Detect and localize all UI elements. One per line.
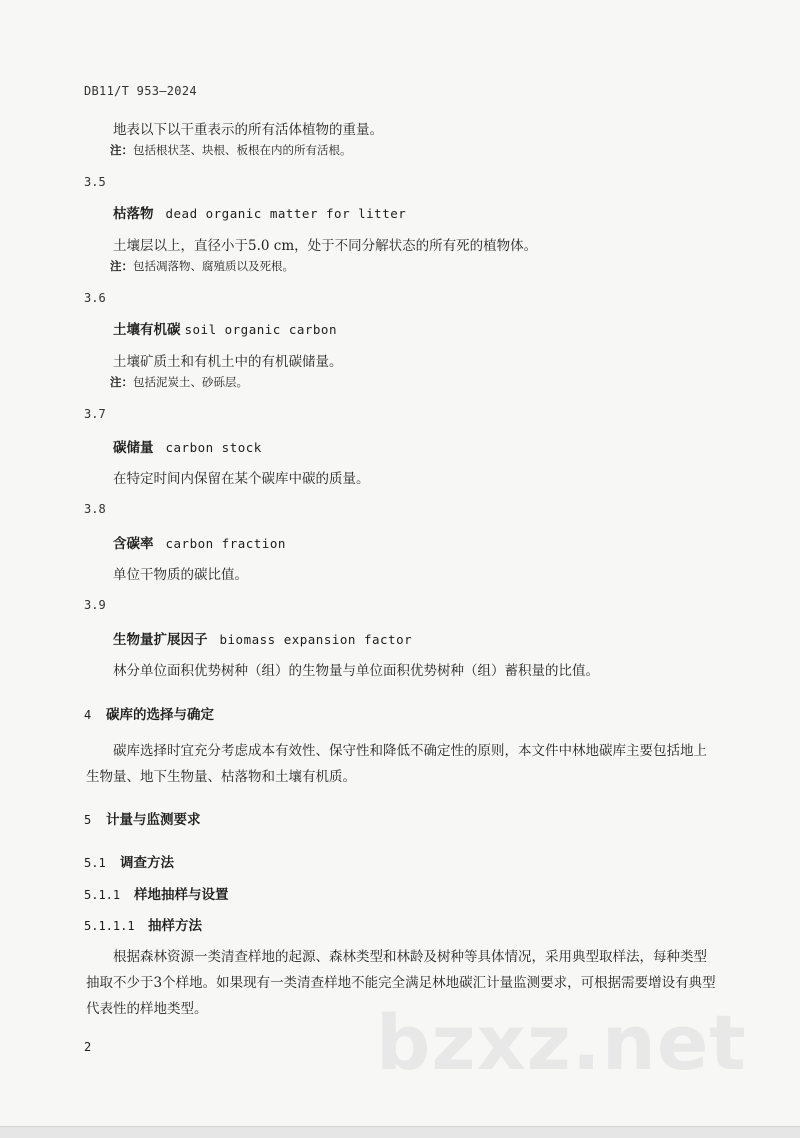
section-title: 样地抽样与设置	[134, 887, 229, 903]
term-heading	[113, 628, 412, 648]
section-title: 碳库的选择与确定	[106, 707, 214, 723]
section-heading	[84, 851, 174, 871]
section-number: 5.1.1	[84, 888, 121, 902]
section-number: 5.1	[84, 856, 106, 870]
note-text: 包括根状茎、块根、板根在内的所有活根。	[133, 143, 352, 157]
term-chinese: 生物量扩展因子	[113, 632, 208, 648]
note-label: 注：	[110, 143, 133, 157]
definition-text: 土壤层以上，直径小于5.0 cm，处于不同分解状态的所有死的植物体。	[113, 238, 538, 254]
term-chinese: 土壤有机碳	[113, 322, 181, 338]
definition-text: 单位干物质的碳比值。	[113, 567, 248, 583]
note-text: 包括凋落物、腐殖质以及死根。	[133, 259, 294, 273]
clause-number: 3.7	[84, 407, 106, 421]
body-paragraph: 根据森林资源一类清查样地的起源、森林类型和林龄及树种等具体情况，采用典型取样法，每种类型抽取不少于3个样地。如果现有一类清查样地不能完全满足林地碳汇计量监测要求，可根据需要增设有典型代表性的样地类型。	[86, 949, 716, 1017]
watermark: bzxz.net	[376, 998, 747, 1087]
clause-number: 3.5	[84, 175, 106, 189]
section-heading	[84, 883, 229, 903]
note-label: 注：	[110, 375, 133, 389]
section-heading	[84, 914, 202, 934]
term-english: carbon stock	[165, 440, 262, 455]
note-label: 注：	[110, 259, 133, 273]
note-line	[110, 374, 248, 390]
note-line	[110, 258, 294, 274]
definition-text: 在特定时间内保留在某个碳库中碳的质量。	[113, 471, 370, 487]
section-heading	[84, 703, 214, 723]
section-title: 计量与监测要求	[106, 812, 201, 828]
term-heading	[113, 532, 286, 552]
term-english: dead organic matter for litter	[165, 206, 407, 221]
section-number: 4	[84, 708, 92, 722]
definition-text: 土壤矿质土和有机土中的有机碳储量。	[113, 354, 343, 370]
term-heading	[113, 202, 406, 222]
body-paragraph: 碳库选择时宜充分考虑成本有效性、保守性和降低不确定性的原则，本文件中林地碳库主要包括地上生物量、地下生物量、枯落物和土壤有机质。	[86, 743, 707, 785]
clause-number: 3.8	[84, 502, 106, 516]
term-heading	[113, 318, 337, 338]
term-english: carbon fraction	[165, 536, 286, 551]
page-bottom-edge	[0, 1126, 800, 1138]
section-heading	[84, 808, 201, 828]
definition-text: 地表以下以干重表示的所有活体植物的重量。	[113, 122, 383, 138]
section-number: 5	[84, 813, 92, 827]
standard-number-header: DB11/T 953—2024	[84, 84, 197, 98]
term-english: soil organic carbon	[184, 322, 337, 337]
term-chinese: 碳储量	[113, 440, 154, 456]
section-title: 调查方法	[120, 855, 174, 871]
section-title: 抽样方法	[148, 918, 202, 934]
term-heading	[113, 436, 262, 456]
term-chinese: 枯落物	[113, 206, 154, 222]
term-english: biomass expansion factor	[219, 632, 413, 647]
note-line	[110, 142, 352, 158]
term-chinese: 含碳率	[113, 536, 154, 552]
definition-text: 林分单位面积优势树种（组）的生物量与单位面积优势树种（组）蓄积量的比值。	[113, 663, 599, 679]
page-number: 2	[84, 1040, 92, 1054]
section-number: 5.1.1.1	[84, 919, 135, 933]
clause-number: 3.9	[84, 598, 106, 612]
clause-number: 3.6	[84, 291, 106, 305]
note-text: 包括泥炭土、砂砾层。	[133, 375, 248, 389]
